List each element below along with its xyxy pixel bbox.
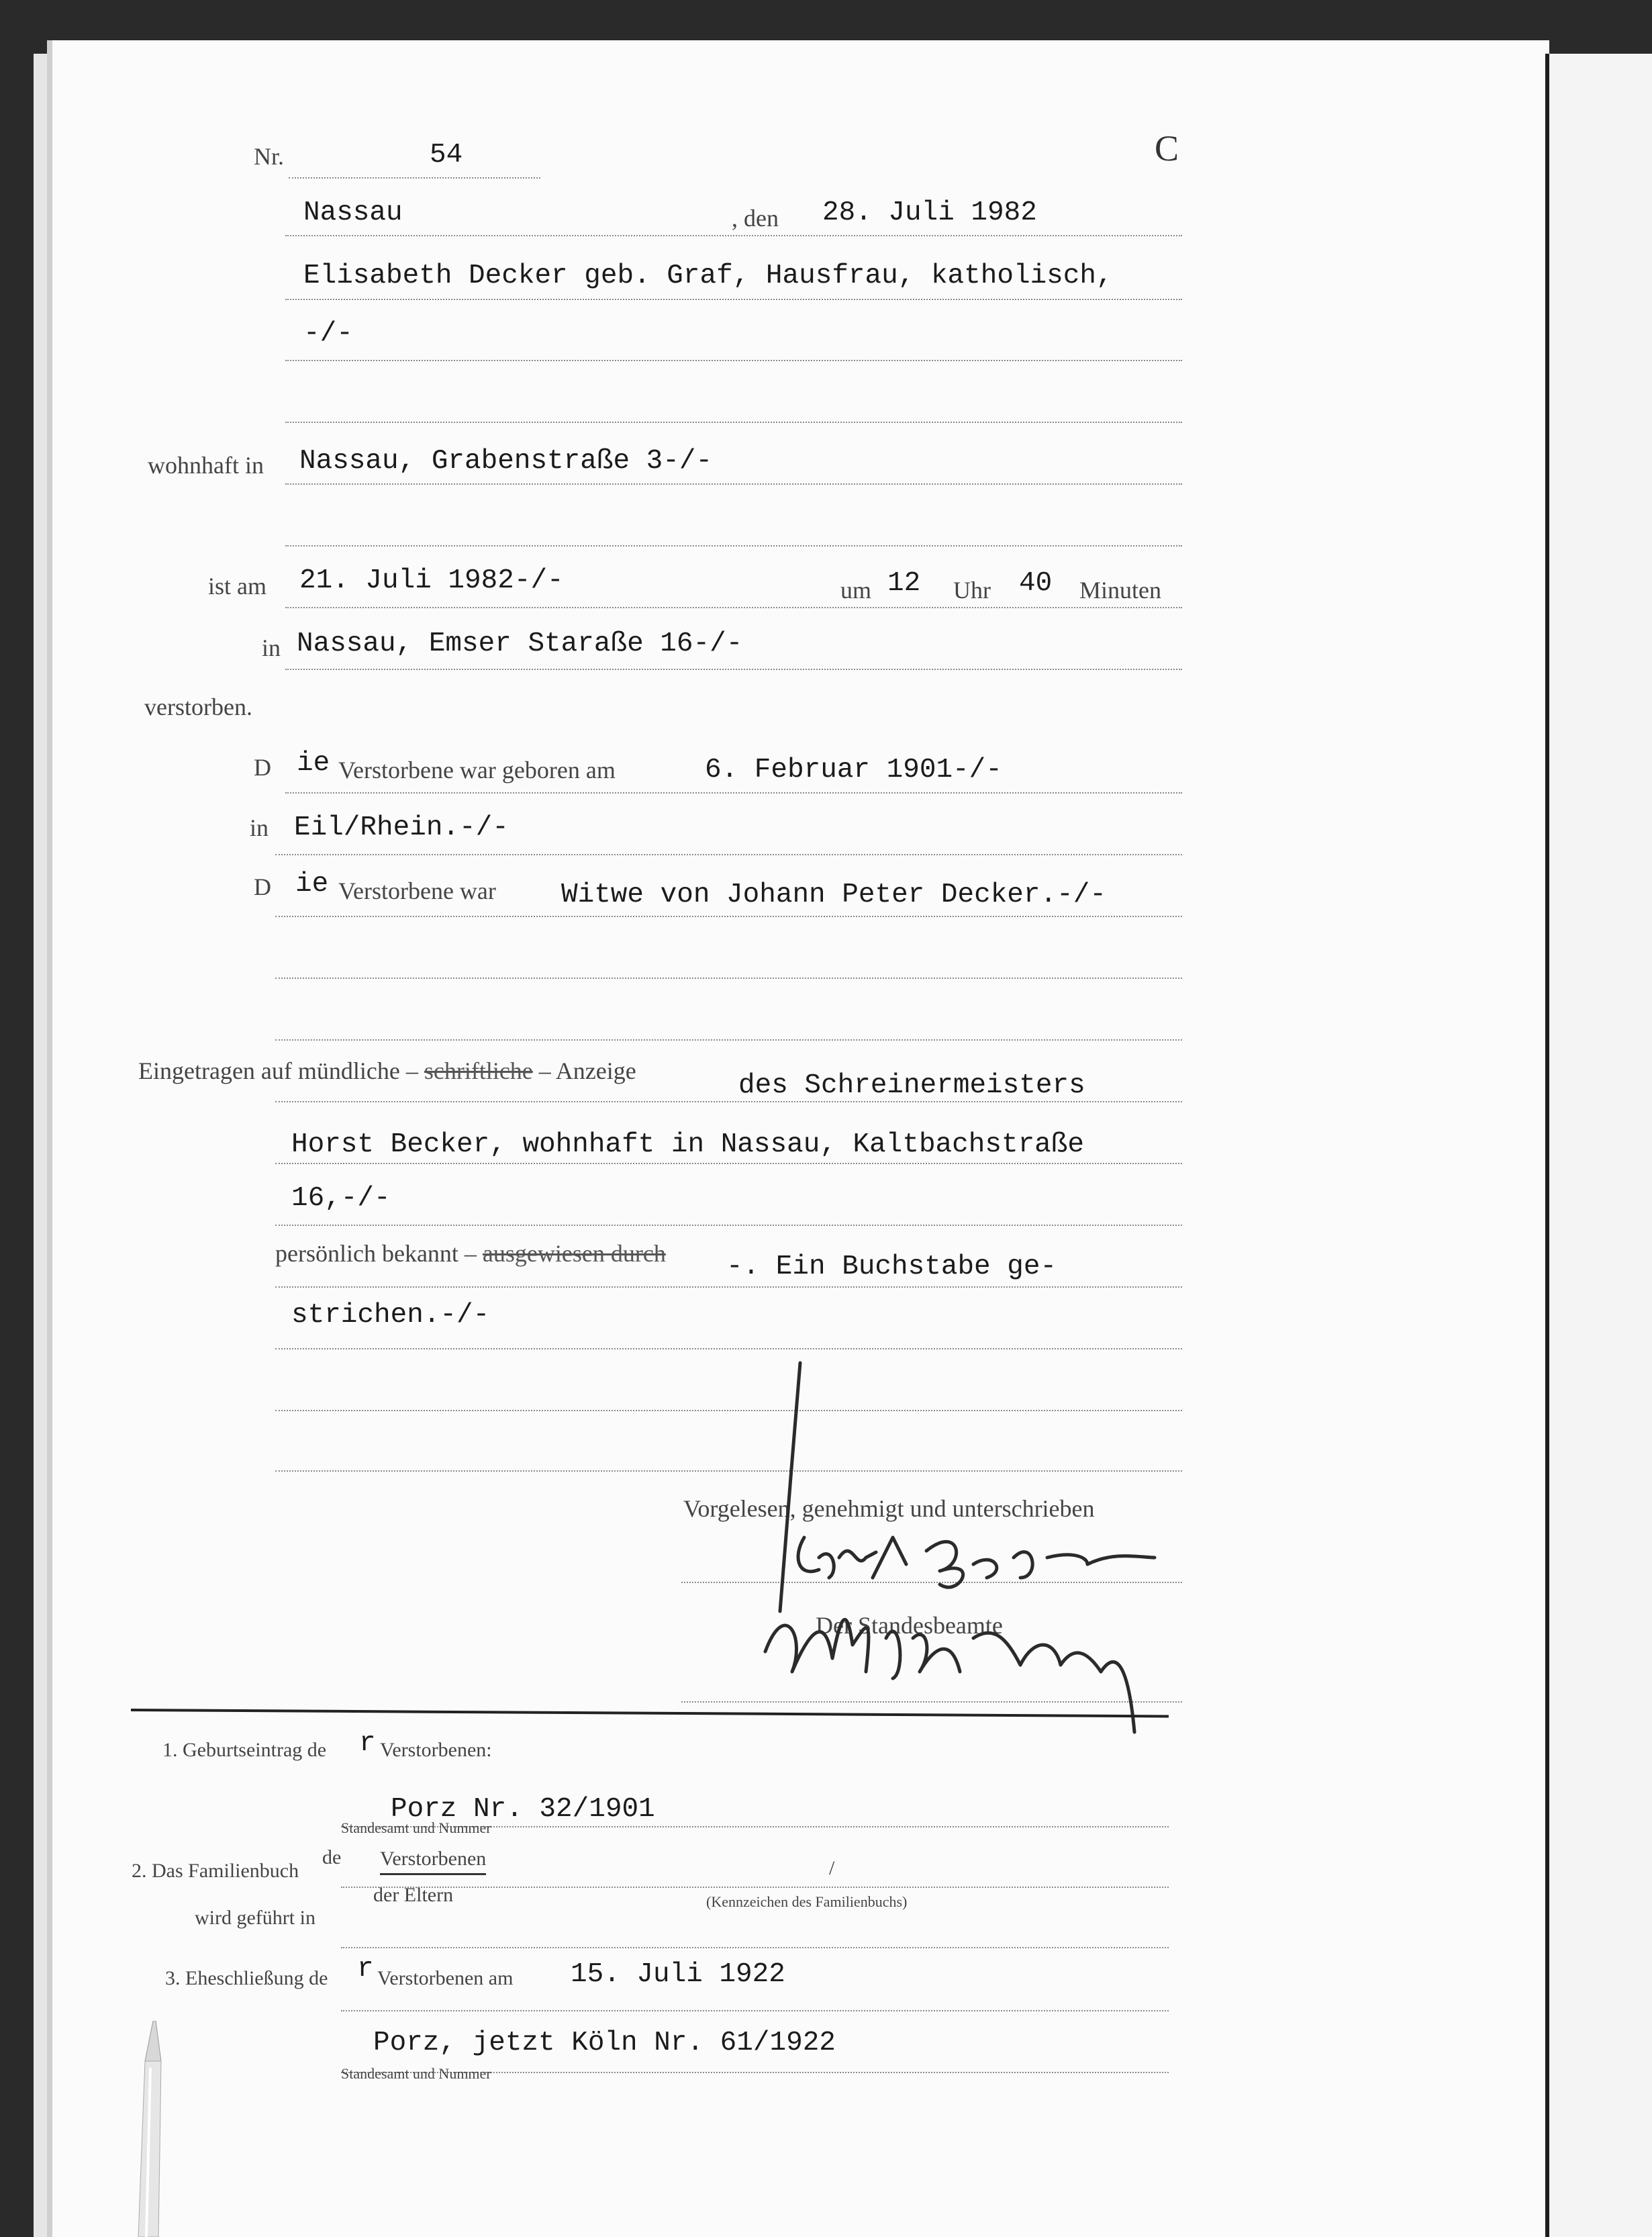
nr-value: 54: [430, 140, 463, 171]
um-label: um: [840, 577, 872, 604]
informant-line2: Horst Becker, wohnhaft in Nassau, Kaltbachstraße: [291, 1129, 1084, 1160]
item3-suffix: Verstorbenen am: [377, 1967, 514, 1989]
item2-caption: (Kennzeichen des Familienbuchs): [706, 1893, 908, 1910]
item2-line2-rule: [341, 1947, 1169, 1948]
item1-suffix: Verstorbenen:: [380, 1739, 492, 1761]
birth-place: Eil/Rhein.-/-: [294, 812, 509, 843]
registration-label-prefix: Eingetragen auf mündliche –: [138, 1057, 418, 1084]
birth-d-fill: ie: [297, 748, 330, 779]
nr-label: Nr.: [254, 143, 284, 170]
death-date: 21. Juli 1982-/-: [299, 565, 564, 596]
registration-label-suffix: – Anzeige: [538, 1057, 636, 1084]
item2-opt1: Verstorbenen: [380, 1848, 486, 1875]
known-label: [275, 1239, 666, 1268]
deceased-line1: Elisabeth Decker geb. Graf, Hausfrau, katholisch,: [303, 260, 1113, 291]
death-hour: 12: [887, 568, 921, 599]
item1-label: 1. Geburtseintrag de: [162, 1739, 327, 1761]
residence-value: Nassau, Grabenstraße 3-/-: [299, 446, 713, 477]
informant-line5: strichen.-/-: [291, 1300, 490, 1331]
status-label: Verstorbene war: [338, 877, 496, 904]
adjacent-page: [1545, 54, 1652, 2237]
item1-caption: Standesamt und Nummer: [341, 1819, 491, 1836]
registration-label-struck: schriftliche: [424, 1057, 533, 1084]
den-label: , den: [732, 205, 779, 232]
informant-line1: des Schreinermeisters: [738, 1070, 1085, 1101]
item2-de: de: [322, 1846, 342, 1868]
item1-fill: r: [359, 1728, 376, 1759]
death-place-line: [285, 669, 1182, 670]
uhr-label: Uhr: [953, 577, 991, 604]
known-label-struck: ausgewiesen durch: [482, 1240, 666, 1267]
item3-value: Porz, jetzt Köln Nr. 61/1922: [373, 2028, 836, 2058]
item3-label: 3. Eheschließung de: [165, 1967, 328, 1989]
birth-date: 6. Februar 1901-/-: [705, 755, 1002, 786]
handwritten-signatures: [738, 1356, 1195, 1772]
birth-place-line: [275, 854, 1182, 855]
death-minutes: 40: [1019, 568, 1053, 599]
informant-signature: [798, 1537, 1155, 1587]
known-value: -. Ein Buchstabe ge-: [726, 1251, 1057, 1282]
item2-opt2: der Eltern: [373, 1884, 454, 1906]
form-letter: C: [1155, 128, 1179, 169]
informant-line3: 16,-/-: [291, 1183, 391, 1214]
residence-line: [285, 483, 1182, 485]
deceased-line2-rule: [285, 360, 1182, 361]
death-date-line: [285, 607, 1182, 608]
status-d-label: D: [254, 873, 271, 900]
item2-slash: /: [829, 1857, 835, 1879]
ballpoint-pen: [121, 2021, 175, 2237]
read-approved-label: Vorgelesen, genehmigt und unterschrieben: [683, 1495, 1095, 1522]
item1-value: Porz Nr. 32/1901: [391, 1794, 655, 1825]
birth-label: Verstorbene war geboren am: [338, 757, 616, 783]
verstorben-label: verstorben.: [144, 694, 252, 720]
status-value: Witwe von Johann Peter Decker.-/-: [561, 879, 1106, 910]
residence-line2: [285, 545, 1182, 546]
page-stack-edge: [34, 54, 48, 2237]
registrar-label: Der Standesbeamte: [816, 1612, 1003, 1639]
residence-label: wohnhaft in: [148, 452, 264, 479]
informant-line2-rule: [275, 1163, 1182, 1164]
status-line: [275, 916, 1182, 917]
minuten-label: Minuten: [1079, 577, 1161, 604]
death-date-label: ist am: [208, 573, 266, 600]
birth-place-label: in: [250, 814, 269, 841]
entry-date: 28. Juli 1982: [822, 197, 1037, 228]
item2-line2: wird geführt in: [195, 1907, 315, 1929]
informant-line1-rule: [275, 1101, 1182, 1102]
birth-d-label: D: [254, 754, 271, 781]
deceased-line1-rule: [285, 299, 1182, 300]
informant-line5-rule: [275, 1348, 1182, 1349]
deceased-line2: -/-: [303, 318, 353, 349]
item2-label: 2. Das Familienbuch: [132, 1860, 299, 1882]
deceased-line3-rule: [285, 422, 1182, 423]
place-value: Nassau: [303, 197, 403, 228]
birth-date-line: [285, 792, 1182, 794]
signature-vertical-stroke: [780, 1363, 800, 1611]
known-line: [275, 1286, 1182, 1288]
informant-line3-rule: [275, 1225, 1182, 1226]
known-label-text: persönlich bekannt –: [275, 1240, 477, 1267]
registration-label: [138, 1057, 636, 1085]
item2-line: [341, 1887, 1169, 1888]
status-line2: [275, 978, 1182, 979]
item3-caption: Standesamt und Nummer: [341, 2065, 491, 2082]
item3-date: 15. Juli 1922: [571, 1959, 785, 1990]
nr-line: [289, 177, 540, 179]
death-place: Nassau, Emser Staraße 16-/-: [297, 628, 743, 659]
item3-fill: r: [357, 1954, 374, 1985]
status-line3: [275, 1039, 1182, 1041]
status-d-fill: ie: [295, 869, 329, 900]
item3-line: [341, 2010, 1169, 2011]
death-place-label: in: [262, 634, 281, 661]
place-date-line: [285, 235, 1182, 236]
